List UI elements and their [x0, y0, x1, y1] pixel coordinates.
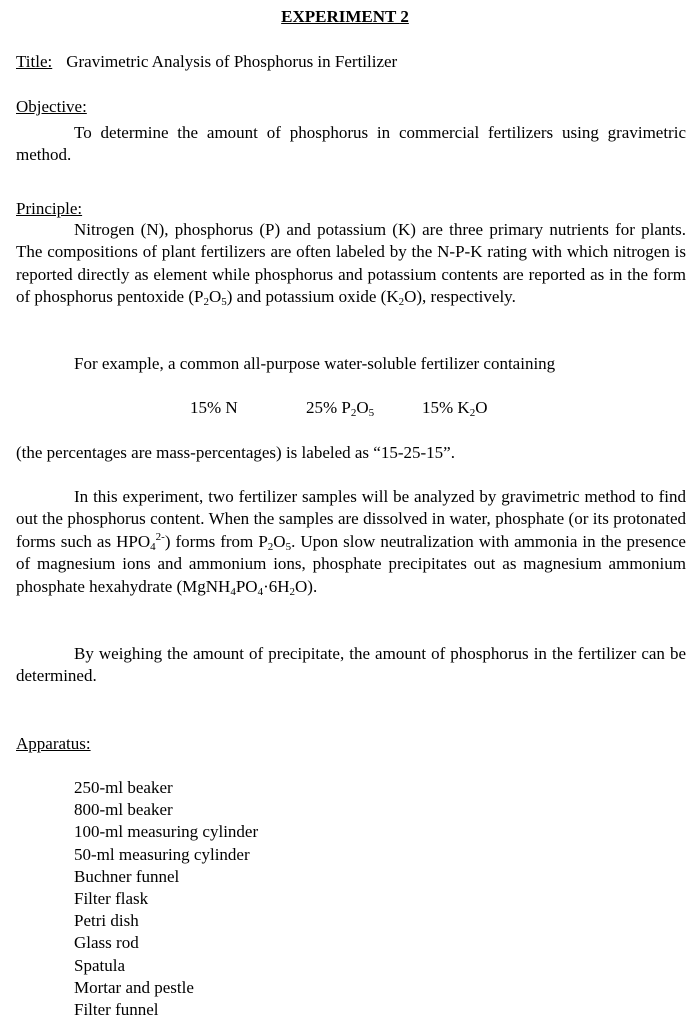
objective-text-block	[16, 122, 686, 167]
list-item: Spatula	[74, 955, 125, 975]
phosphorus-percent: 25% $P_2O_5$	[306, 398, 375, 419]
list-item: 800-ml beaker	[74, 800, 173, 820]
list-item: Petri dish	[74, 911, 139, 931]
principle-paragraph-3	[16, 486, 686, 598]
list-item: 250-ml beaker	[74, 778, 173, 797]
potassium-percent: 15% $K_2O$	[422, 398, 488, 419]
list-item: Filter flask	[74, 889, 149, 909]
list-item: Mortar and pestle	[74, 977, 194, 997]
example-intro-block	[16, 353, 686, 375]
objective-heading	[16, 97, 87, 117]
list-item: Glass rod	[74, 933, 139, 953]
objective-text: To determine the amount of phosphorus in commercial fertilizers using gravimetric method.	[16, 123, 686, 165]
apparatus-list	[74, 777, 258, 1021]
title-label: Title:	[16, 52, 53, 71]
percent-note: (the percentages are mass-percentages) is labeled as “15-25-15”.	[16, 443, 455, 462]
apparatus-heading	[16, 734, 91, 754]
objective-label: Objective:	[16, 97, 87, 116]
principle-text-4: By weighing the amount of precipitate, the amount of phosphorus in the fertilizer can be determined.	[16, 644, 686, 686]
principle-text-3: In this experiment, two fertilizer samples will be analyzed by gravimetric method to find out the phosphorus content. When the samples are dissolved in water, phosphate (or its protonated forms such as $HPO_4^{2-}$) forms from $P_2O_5$. Upon slow neutralization with ammonia in the presence of magnesium ions and ammonium ions, phosphate precipitates out as magnesium ammonium phosphate hexahydrate $(MgNH_4PO_4\cdot 6H_2O)$.	[16, 487, 686, 598]
percent-note-block	[16, 442, 686, 464]
principle-label: Principle:	[16, 199, 83, 218]
example-intro: For example, a common all-purpose water-soluble fertilizer containing	[74, 354, 556, 373]
nitrogen-percent: 15% N	[190, 398, 238, 417]
list-item: 100-ml measuring cylinder	[74, 822, 259, 842]
list-item: Filter funnel	[74, 1000, 159, 1020]
list-item: Buchner funnel	[74, 866, 180, 886]
title-line	[16, 52, 397, 72]
title-value: Gravimetric Analysis of Phosphorus in Fertilizer	[66, 52, 398, 71]
principle-paragraph-4	[16, 643, 686, 688]
list-item: 50-ml measuring cylinder	[74, 844, 250, 864]
principle-heading	[16, 199, 82, 219]
npk-composition-row	[0, 398, 690, 420]
apparatus-label: Apparatus:	[16, 734, 91, 753]
principle-text-1: Nitrogen (N), phosphorus (P) and potassium (K) are three primary nutrients for plants. The compositions of plant fertilizers are often labeled by the N-P-K rating with which nitrogen is reported directly as element while phosphorus and potassium contents are reported as in the form of phosphorus pentoxide $(P_2O_5)$ and potassium oxide $(K_2O)$, respectively.	[16, 220, 686, 309]
principle-paragraph-1	[16, 219, 686, 309]
page-title: EXPERIMENT 2	[281, 7, 409, 26]
